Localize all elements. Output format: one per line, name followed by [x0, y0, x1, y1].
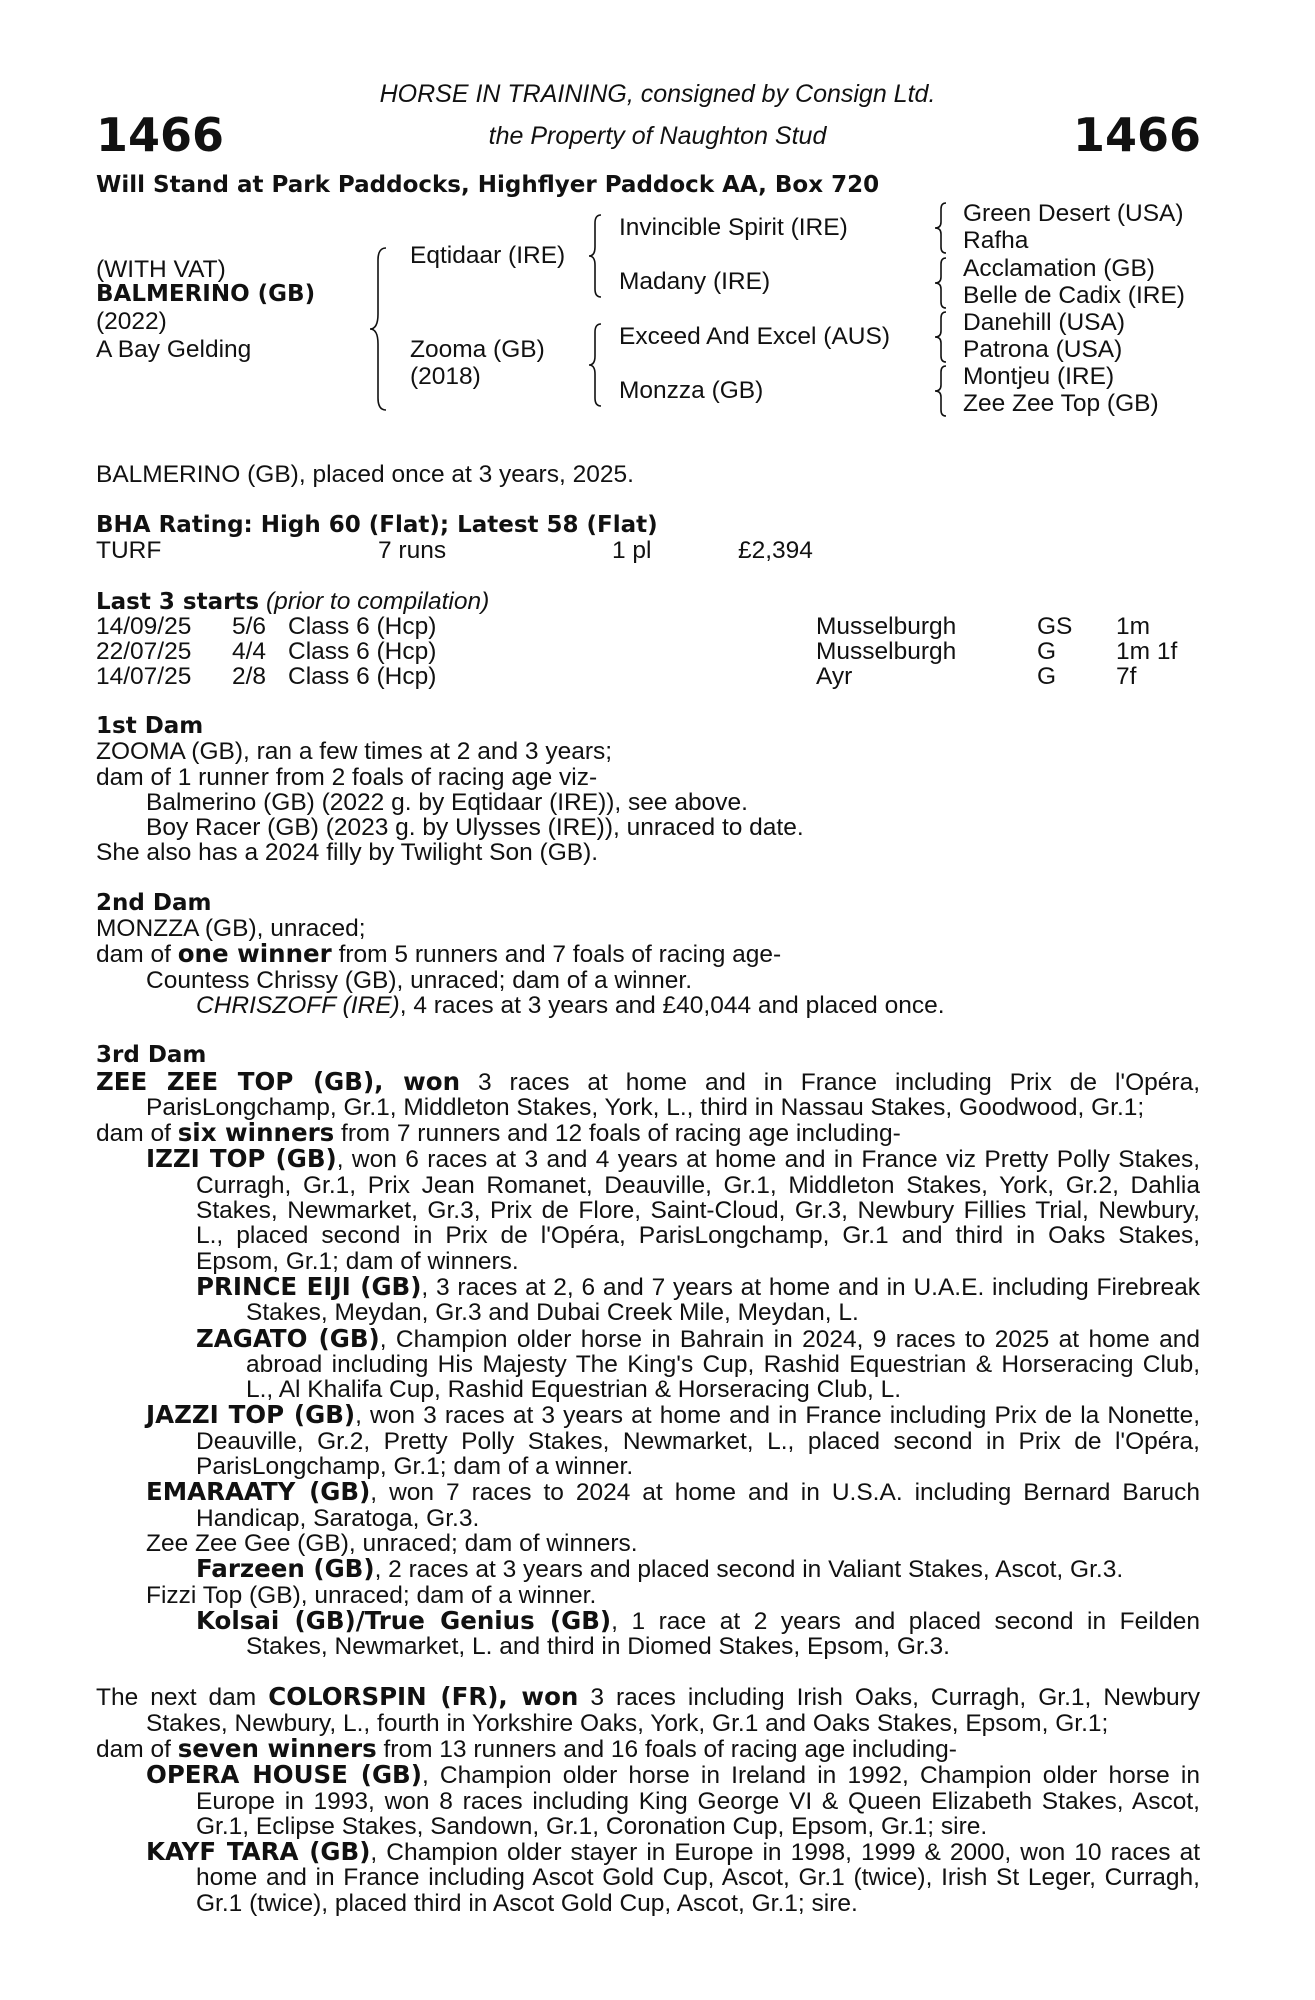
horse-name: EMARAATY (GB): [146, 1477, 371, 1507]
lot-number-left: 1466: [96, 108, 225, 162]
pedigree-brace-gg-4: [933, 366, 951, 416]
progeny-entry: [96, 1479, 1200, 1531]
progeny-entry: Zee Zee Gee (GB), unraced; dam of winners.: [146, 1529, 638, 1557]
rating-placings: 1 pl: [612, 537, 652, 564]
start-position: 5/6: [232, 613, 267, 640]
pedigree-brace-main: [368, 248, 392, 410]
second-dam-produce: [96, 941, 1200, 967]
first-dam-heading: 1st Dam: [96, 713, 204, 739]
first-dam-line: ZOOMA (GB), ran a few times at 2 and 3 years;: [96, 738, 613, 766]
horse-name: ZEE ZEE TOP (GB), won: [96, 1066, 461, 1096]
progeny-entry: [96, 1402, 1200, 1479]
highlight: seven winners: [177, 1733, 377, 1763]
start-going: GS: [1037, 613, 1073, 640]
first-dam-note: She also has a 2024 filly by Twilight Son (GB).: [96, 839, 599, 867]
third-dam-entry: [96, 1066, 1200, 1121]
horse-name: Kolsai (GB)/True Genius (GB): [196, 1605, 612, 1635]
text: from 5 runners and 7 foals of racing age-: [338, 941, 782, 969]
location-line: Will Stand at Park Paddocks, Highflyer Paddock AA, Box 720: [96, 172, 880, 198]
vat-label: (WITH VAT): [96, 256, 226, 283]
text: dam of: [96, 1735, 171, 1763]
great-grandparent-2: Rafha: [963, 227, 1029, 254]
horse-name: JAZZI TOP (GB): [146, 1400, 356, 1430]
text: , 3 races at 2, 6 and 7 years at home and in U.A.E. including Firebreak Stakes, Meydan, Gr.3 and Dubai Creek Mile, Meydan, L.: [246, 1273, 1200, 1327]
start-course: Musselburgh: [816, 638, 957, 665]
second-dam-heading: 2nd Dam: [96, 889, 212, 916]
start-distance: 1m: [1116, 613, 1151, 640]
first-dam-produce: dam of 1 runner from 2 foals of racing age viz-: [96, 763, 598, 791]
lot-number-right: 1466: [1072, 108, 1201, 162]
next-dam-entry: [96, 1684, 1200, 1736]
highlight: six winners: [177, 1118, 335, 1148]
horse-name: Farzeen (GB): [196, 1554, 375, 1584]
great-grandparent-7: Montjeu (IRE): [963, 363, 1115, 390]
grandparent-3: Exceed And Excel (AUS): [619, 323, 890, 350]
dam: Zooma (GB): [410, 336, 545, 363]
text: 3 races including Irish Oaks, Curragh, Gr.1, Newbury Stakes, Newbury, L., fourth in Yorkshire Oaks, York, Gr.1 and Oaks Stakes, Epsom, Gr.1;: [146, 1684, 1201, 1737]
text: dam of: [96, 941, 171, 969]
great-grandparent-3: Acclamation (GB): [963, 255, 1155, 282]
progeny-entry: [96, 1323, 1200, 1404]
text: , won 6 races at 3 and 4 years at home and in France viz Pretty Polly Stakes, Curragh, Gr.1, Prix Jean Romanet, Deauville, Gr.1, Middleton Stakes, York, Gr.2, Dahlia Stakes, Newmarket, Gr.3, Prix de Flore, Saint-Cloud, Gr.3, Newbury Fillies Trial, Newbury, L., placed second in Prix de l'Opéra, ParisLongchamp, Gr.1 and third in Oaks Stakes, Epsom, Gr.1; dam of winners.: [196, 1146, 1201, 1275]
great-grandparent-4: Belle de Cadix (IRE): [963, 282, 1185, 309]
pedigree-brace-sire: [587, 215, 607, 297]
text: dam of: [96, 1120, 171, 1148]
progeny-entry: [96, 1762, 1200, 1839]
third-dam-heading: 3rd Dam: [96, 1042, 207, 1069]
start-class: Class 6 (Hcp): [288, 638, 437, 665]
horse-year: (2022): [96, 308, 167, 335]
progeny-entry: Fizzi Top (GB), unraced; dam of a winner.: [146, 1581, 597, 1609]
first-dam-foal: Balmerino (GB) (2022 g. by Eqtidaar (IRE)), see above.: [146, 788, 748, 816]
start-position: 2/8: [232, 663, 267, 690]
rating-earnings: £2,394: [738, 537, 813, 564]
start-course: Musselburgh: [816, 613, 957, 640]
last-starts-note: (prior to compilation): [265, 588, 490, 615]
second-dam-foal: Countess Chrissy (GB), unraced; dam of a winner.: [146, 966, 693, 994]
family-section: [96, 714, 1200, 1916]
progeny-entry: [96, 1146, 1200, 1273]
grandparent-2: Madany (IRE): [619, 268, 771, 295]
horse-name: COLORSPIN (FR), won: [268, 1682, 579, 1712]
pedigree-brace-gg-2: [933, 258, 951, 308]
great-grandparent-5: Danehill (USA): [963, 309, 1126, 336]
horse-name: KAYF TARA (GB): [146, 1837, 371, 1867]
last-starts-heading: [96, 589, 489, 615]
start-class: Class 6 (Hcp): [288, 613, 437, 640]
start-distance: 1m 1f: [1116, 638, 1178, 665]
pedigree-brace-gg-1: [933, 203, 951, 253]
grandfoal-text: , 4 races at 3 years and £40,044 and placed once.: [399, 991, 945, 1019]
text: The next dam: [96, 1684, 257, 1712]
start-class: Class 6 (Hcp): [288, 663, 437, 690]
text: , Champion older horse in Bahrain in 2024, 9 races to 2025 at home and abroad including His Majesty The King's Cup, Rashid Equestrian & Horseracing Club, L., Al Khalifa Cup, Rashid Equestrian & Horseracing Club, L.: [246, 1325, 1200, 1404]
rating-runs: 7 runs: [378, 537, 447, 564]
text: , Champion older horse in Ireland in 1992, Champion older horse in Europe in 1993, won 8 races including King George VI & Queen Elizabeth Stakes, Ascot, Gr.1, Eclipse Stakes, Sandown, Gr.1, Coronation Cup, Epsom, Gr.1; sire.: [196, 1762, 1200, 1840]
text: 3 races at home and in France including Prix de l'Opéra, ParisLongchamp, Gr.1, Middleton Stakes, York, L., third in Nassau Stakes, Goodwood, Gr.1;: [146, 1068, 1200, 1121]
third-dam-produce: [96, 1120, 1200, 1146]
start-going: G: [1037, 638, 1057, 665]
progeny-entry: [96, 1556, 1200, 1582]
grandparent-4: Monzza (GB): [619, 377, 764, 404]
horse-name: IZZI TOP (GB): [146, 1144, 337, 1174]
text: , 2 races at 3 years and placed second in Valiant Stakes, Ascot, Gr.3.: [374, 1556, 1124, 1584]
great-grandparent-1: Green Desert (USA): [963, 200, 1184, 227]
horse-name: ZAGATO (GB): [196, 1323, 380, 1353]
horse-name: OPERA HOUSE (GB): [146, 1760, 422, 1790]
text: , won 7 races to 2024 at home and in U.S.A. including Bernard Baruch Handicap, Saratoga, Gr.3.: [196, 1479, 1201, 1532]
start-going: G: [1037, 663, 1057, 690]
second-dam-line: MONZZA (GB), unraced;: [96, 915, 366, 943]
pedigree-brace-gg-3: [933, 312, 951, 362]
horse-name: BALMERINO (GB): [96, 281, 316, 307]
consignment-line: HORSE IN TRAINING, consigned by Consign Ltd.: [379, 80, 936, 108]
progeny-entry: [96, 1605, 1200, 1661]
start-date: 14/07/25: [96, 663, 192, 690]
highlight: one winner: [177, 939, 332, 969]
bha-rating: BHA Rating: High 60 (Flat); Latest 58 (Flat): [96, 512, 658, 538]
start-distance: 7f: [1116, 663, 1137, 690]
horse-description: A Bay Gelding: [96, 336, 252, 363]
great-grandparent-6: Patrona (USA): [963, 336, 1123, 363]
start-date: 14/09/25: [96, 613, 192, 640]
sire: Eqtidaar (IRE): [410, 242, 566, 269]
horse-name: PRINCE EIJI (GB): [196, 1271, 422, 1301]
last-starts-title: Last 3 starts: [96, 589, 260, 615]
progeny-entry: [96, 1839, 1200, 1916]
start-position: 4/4: [232, 638, 267, 665]
pedigree-brace-dam: [587, 324, 607, 406]
text: from 7 runners and 12 foals of racing age including-: [341, 1120, 901, 1148]
grandparent-1: Invincible Spirit (IRE): [619, 214, 848, 241]
next-dam-produce: [96, 1733, 1200, 1763]
start-course: Ayr: [816, 663, 853, 690]
progeny-entry: [96, 1271, 1200, 1327]
start-date: 22/07/25: [96, 638, 192, 665]
dam-year: (2018): [410, 363, 481, 390]
race-summary: BALMERINO (GB), placed once at 3 years, 2025.: [96, 461, 634, 488]
text: , Champion older stayer in Europe in 1998, 1999 & 2000, won 10 races at home and in France including Ascot Gold Cup, Ascot, Gr.1 (twice), Irish St Leger, Curragh, Gr.1 (twice), placed third in Ascot Gold Cup, Ascot, Gr.1; sire.: [196, 1839, 1200, 1917]
grandfoal-name: CHRISZOFF (IRE): [196, 991, 400, 1019]
property-line: the Property of Naughton Stud: [488, 122, 827, 150]
first-dam-foal: Boy Racer (GB) (2023 g. by Ulysses (IRE)), unraced to date.: [146, 814, 804, 842]
second-dam-grandfoal: [96, 993, 1200, 1018]
text: , won 3 races at 3 years at home and in France including Prix de la Nonette, Deauville, Gr.2, Pretty Polly Stakes, Newmarket, L., placed second in Prix de l'Opéra, ParisLongchamp, Gr.1; dam of a winner.: [196, 1402, 1200, 1481]
rating-surface: TURF: [96, 537, 162, 564]
text: from 13 runners and 16 foals of racing age including-: [383, 1735, 957, 1763]
great-grandparent-8: Zee Zee Top (GB): [963, 390, 1159, 417]
text: , 1 race at 2 years and placed second in Feilden Stakes, Newmarket, L. and third in Diomed Stakes, Epsom, Gr.3.: [246, 1607, 1200, 1661]
